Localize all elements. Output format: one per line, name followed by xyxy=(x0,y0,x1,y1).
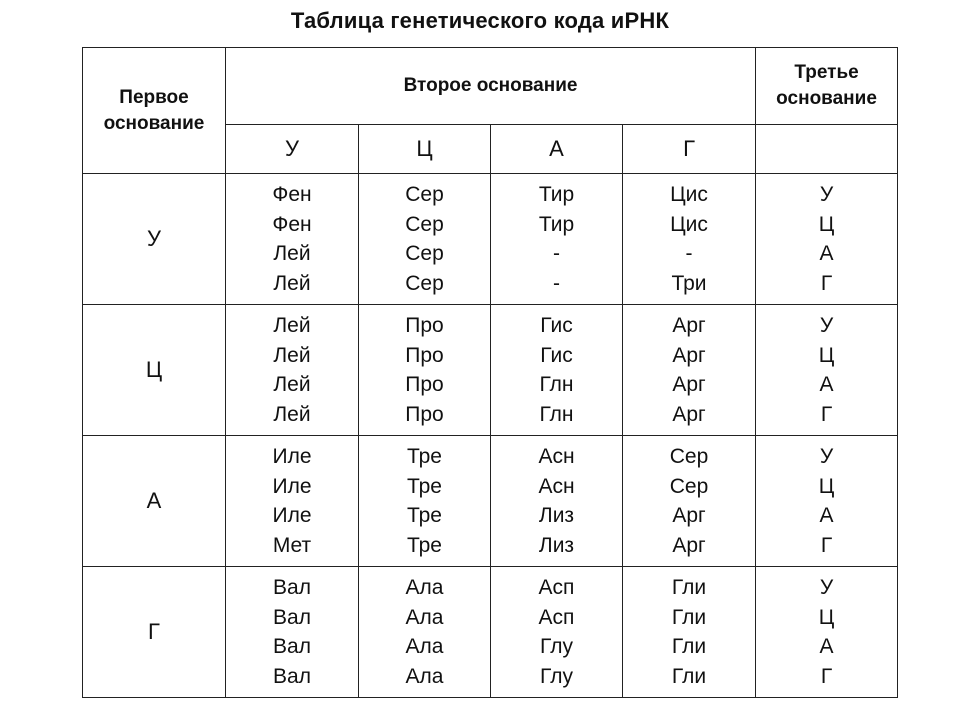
third-base: Ц xyxy=(818,605,835,629)
amino-acid-list xyxy=(491,573,622,691)
amino-acid: Про xyxy=(405,402,444,426)
amino-acid-cell xyxy=(623,436,756,567)
amino-acid: Асн xyxy=(538,445,575,468)
amino-acid: Ала xyxy=(405,605,444,629)
third-base: Ц xyxy=(818,212,835,236)
amino-acid: Арг xyxy=(672,343,706,367)
second-base-a: А xyxy=(491,125,623,174)
amino-acid: Тре xyxy=(406,504,442,527)
page-title: Таблица генетического кода иРНК xyxy=(290,8,670,33)
amino-acid-cell xyxy=(623,567,756,698)
amino-acid-cell xyxy=(491,305,623,436)
third-base: У xyxy=(819,576,834,599)
amino-acid-list xyxy=(226,180,358,298)
amino-acid-list xyxy=(359,311,490,429)
third-base: Г xyxy=(820,402,833,426)
third-base-list xyxy=(756,573,897,691)
third-base: Г xyxy=(820,533,833,557)
amino-acid: Тре xyxy=(406,474,442,498)
amino-acid-cell xyxy=(226,305,359,436)
amino-acid: Ала xyxy=(405,664,444,688)
amino-acid: Асн xyxy=(538,474,575,498)
amino-acid-cell xyxy=(623,305,756,436)
amino-acid-list xyxy=(623,573,755,691)
amino-acid: Гли xyxy=(671,635,707,658)
amino-acid: Арг xyxy=(672,314,706,337)
amino-acid: Тре xyxy=(406,445,442,468)
amino-acid: Сер xyxy=(405,242,444,265)
codon-group-row xyxy=(83,436,898,567)
amino-acid: Глу xyxy=(540,635,573,658)
third-base: Г xyxy=(820,271,833,295)
first-base-cell: У xyxy=(83,174,226,305)
amino-acid: Глн xyxy=(539,373,574,396)
amino-acid: Лиз xyxy=(538,533,575,557)
amino-acid-list xyxy=(491,311,622,429)
third-base-list xyxy=(756,442,897,560)
third-base-header xyxy=(756,48,898,125)
amino-acid: Тир xyxy=(538,183,575,206)
amino-acid: Цис xyxy=(670,183,708,206)
amino-acid: Тир xyxy=(538,212,575,236)
third-base: А xyxy=(819,373,834,396)
first-base-header-line-2: основание xyxy=(103,112,205,134)
amino-acid: Лей xyxy=(273,373,311,396)
third-base: А xyxy=(819,504,834,527)
amino-acid: Арг xyxy=(672,402,706,426)
third-base: У xyxy=(819,314,834,337)
amino-acid-cell xyxy=(226,567,359,698)
amino-acid-list xyxy=(359,442,490,560)
amino-acid: Фен xyxy=(272,212,312,236)
first-base-header-line-1: Первое xyxy=(119,86,189,108)
second-base-g: Г xyxy=(623,125,756,174)
amino-acid: Вал xyxy=(273,605,311,629)
amino-acid: Арг xyxy=(672,373,706,396)
amino-acid-cell xyxy=(359,305,491,436)
amino-acid-cell xyxy=(491,567,623,698)
amino-acid-cell xyxy=(623,174,756,305)
amino-acid: Про xyxy=(405,373,444,396)
genetic-code-table xyxy=(82,47,898,698)
second-base-header: Второе основание xyxy=(226,48,756,125)
amino-acid: Сер xyxy=(405,212,444,236)
third-base: А xyxy=(819,635,834,658)
amino-acid: Вал xyxy=(273,576,311,599)
amino-acid: Тре xyxy=(406,533,442,557)
empty-header-cell xyxy=(756,125,898,174)
amino-acid-list xyxy=(226,311,358,429)
third-base-header-line-2: основание xyxy=(776,88,877,109)
amino-acid: Ала xyxy=(405,576,444,599)
third-base: Ц xyxy=(818,474,835,498)
codon-group-row xyxy=(83,567,898,698)
amino-acid: Фен xyxy=(272,183,312,206)
amino-acid: Гис xyxy=(540,314,573,337)
third-base-cell xyxy=(756,436,898,567)
amino-acid: Иле xyxy=(272,445,312,468)
amino-acid-list xyxy=(623,311,755,429)
codon-group-row xyxy=(83,174,898,305)
codon-group-row xyxy=(83,305,898,436)
amino-acid: - xyxy=(553,271,560,295)
amino-acid-cell xyxy=(359,174,491,305)
amino-acid-list xyxy=(623,180,755,298)
amino-acid: Лиз xyxy=(538,504,575,527)
amino-acid: Гли xyxy=(671,576,707,599)
first-base-header xyxy=(83,48,226,174)
amino-acid: Гис xyxy=(540,343,573,367)
amino-acid-cell xyxy=(491,174,623,305)
amino-acid: Лей xyxy=(273,314,311,337)
second-base-c: Ц xyxy=(359,125,491,174)
header-row xyxy=(83,48,898,125)
amino-acid: Сер xyxy=(669,445,709,468)
amino-acid: Гли xyxy=(671,605,707,629)
third-base: Г xyxy=(820,664,833,688)
amino-acid-list xyxy=(491,442,622,560)
amino-acid: - xyxy=(685,242,693,265)
first-base-cell: Ц xyxy=(83,305,226,436)
second-base-u: У xyxy=(226,125,359,174)
third-base-cell xyxy=(756,305,898,436)
amino-acid: Вал xyxy=(273,635,311,658)
amino-acid: Иле xyxy=(272,504,312,527)
amino-acid: Лей xyxy=(273,271,311,295)
amino-acid-cell xyxy=(226,436,359,567)
third-base: У xyxy=(819,183,834,206)
amino-acid: Мет xyxy=(272,533,312,557)
amino-acid: - xyxy=(553,242,560,265)
amino-acid: Глу xyxy=(540,664,573,688)
amino-acid-cell xyxy=(359,436,491,567)
amino-acid: Асп xyxy=(538,605,575,629)
amino-acid-cell xyxy=(491,436,623,567)
third-base: У xyxy=(819,445,834,468)
amino-acid: Арг xyxy=(672,504,706,527)
amino-acid: Сер xyxy=(669,474,709,498)
amino-acid: Арг xyxy=(672,533,706,557)
amino-acid-cell xyxy=(226,174,359,305)
third-base: А xyxy=(819,242,834,265)
third-base-cell xyxy=(756,567,898,698)
amino-acid: Сер xyxy=(405,271,444,295)
amino-acid: Вал xyxy=(273,664,311,688)
amino-acid: Лей xyxy=(273,402,311,426)
third-base-cell xyxy=(756,174,898,305)
third-base: Ц xyxy=(818,343,835,367)
amino-acid: Асп xyxy=(538,576,575,599)
amino-acid-list xyxy=(226,573,358,691)
amino-acid-list xyxy=(359,573,490,691)
first-base-cell: Г xyxy=(83,567,226,698)
table-body xyxy=(83,48,898,698)
first-base-cell: А xyxy=(83,436,226,567)
amino-acid: Три xyxy=(671,271,707,295)
amino-acid-cell xyxy=(359,567,491,698)
third-base-header-line-1: Третье xyxy=(794,62,859,83)
third-base-list xyxy=(756,311,897,429)
amino-acid: Ала xyxy=(405,635,444,658)
amino-acid-list xyxy=(359,180,490,298)
amino-acid-list xyxy=(623,442,755,560)
amino-acid-list xyxy=(226,442,358,560)
amino-acid: Про xyxy=(405,314,444,337)
amino-acid-list xyxy=(491,180,622,298)
amino-acid: Сер xyxy=(405,183,444,206)
amino-acid: Лей xyxy=(273,242,311,265)
third-base-list xyxy=(756,180,897,298)
amino-acid: Цис xyxy=(670,212,708,236)
amino-acid: Иле xyxy=(272,474,312,498)
amino-acid: Гли xyxy=(671,664,707,688)
amino-acid: Про xyxy=(405,343,444,367)
amino-acid: Лей xyxy=(273,343,311,367)
amino-acid: Глн xyxy=(539,402,574,426)
